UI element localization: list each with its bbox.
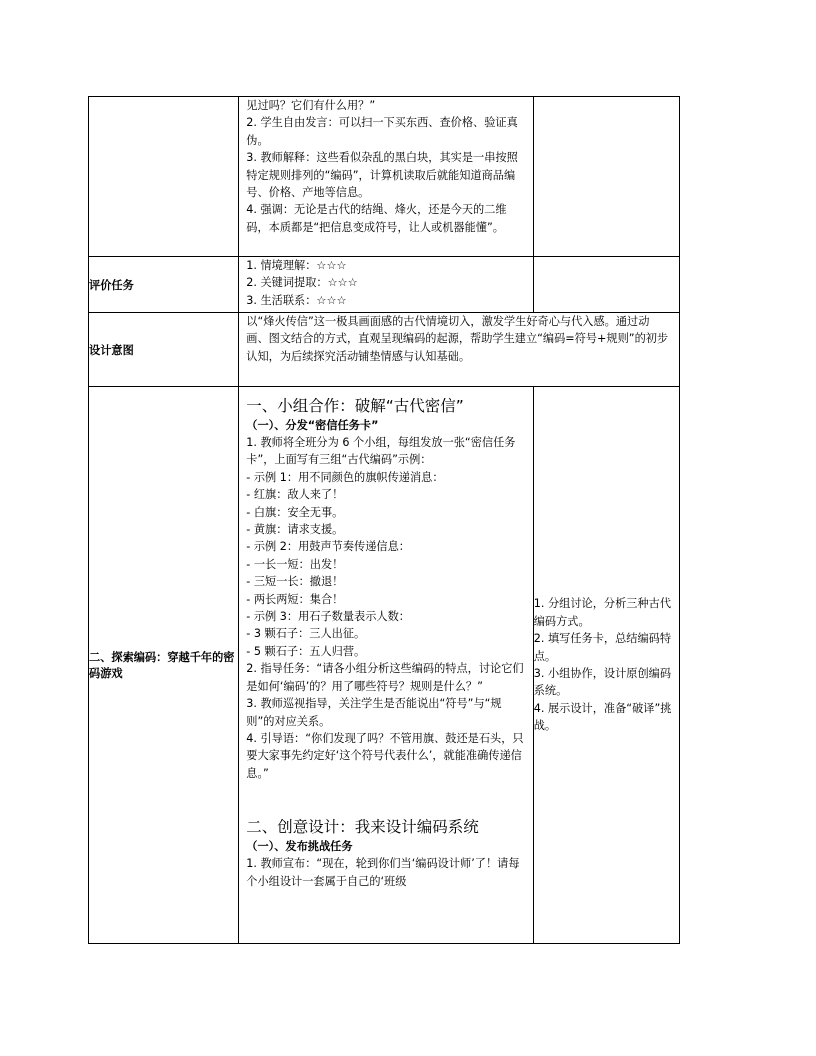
- intro-line-2: 2. 学生自由发言：可以扫一下买东西、查价格、验证真伪。: [246, 116, 518, 147]
- section1-title: 一、小组合作：破解“古代密信”: [246, 397, 464, 415]
- intro-line-1: 见过吗？它们有什么用？”: [246, 99, 376, 112]
- explore-line-11: - 3 颗石子：三人出征。: [246, 627, 366, 641]
- explore-line-14: 3. 教师巡视指导，关注学生是否能说出“符号”与“规则”的对应关系。: [246, 697, 502, 728]
- student-activity-1: 1. 分组讨论，分析三种古代编码方式。: [533, 597, 672, 628]
- table-row-intent: [89, 313, 680, 387]
- explore-line-15: 4. 引导语：“你们发现了吗？不管用旗、鼓还是石头，只要大家事先约定好‘这个符号代表什么’，就能准确传递信息。”: [246, 731, 524, 780]
- explore-content-cell: [239, 387, 533, 944]
- evaluation-label: 评价任务: [89, 257, 239, 313]
- intro-label-cell: [89, 97, 239, 257]
- explore-line-9: - 两长两短：集合！: [246, 592, 344, 606]
- intent-text: 以“烽火传信”这一极具画面感的古代情境切入，激发学生好奇心与代入感。通过动画、图文结合的方式，直观呈现编码的起源，帮助学生建立“编码=符号+规则”的初步认知，为后续探究活动铺垫情感与认知基础。: [246, 315, 669, 363]
- evaluation-activity-cell: [533, 257, 679, 313]
- intro-line-3: 3. 教师解释：这些看似杂乱的黑白块，其实是一串按照特定规则排列的“编码”，计算机读取后就能知道商品编号、价格、产地等信息。: [246, 151, 518, 200]
- explore-line-2: - 示例 1：用不同颜色的旗帜传递消息：: [246, 470, 444, 484]
- table-row-explore: [89, 387, 680, 944]
- student-activity-3: 3. 小组协作，设计原创编码系统。: [533, 667, 672, 698]
- lesson-plan-table: [88, 96, 680, 944]
- section1-subtitle: （一）、分发“密信任务卡”: [246, 419, 379, 432]
- intent-label: 设计意图: [89, 313, 239, 387]
- intro-line-4: 4. 强调：无论是古代的结绳、烽火，还是今天的二维码，本质都是“把信息变成符号，让人或机器能懂”。: [246, 203, 507, 234]
- evaluation-item-2: 2. 关键词提取：☆☆☆: [246, 276, 358, 290]
- intent-content-cell: [239, 313, 680, 387]
- section2-subtitle: （一）、发布挑战任务: [246, 840, 353, 854]
- explore-line-4: - 白旗：安全无事。: [246, 505, 344, 519]
- explore-line-12: - 5 颗石子：五人归营。: [246, 644, 366, 658]
- explore-line-5: - 黄旗：请求支援。: [246, 523, 344, 537]
- evaluation-content-cell: [239, 257, 533, 313]
- table-row-intro: [89, 97, 680, 257]
- table-row-evaluation: [89, 257, 680, 313]
- explore-label: 二、探索编码：穿越千年的密码游戏: [89, 387, 239, 944]
- student-activity-2: 2. 填写任务卡，总结编码特点。: [533, 632, 672, 663]
- explore-line-10: - 示例 3：用石子数量表示人数：: [246, 610, 410, 624]
- explore-line-1: 1. 教师将全班分为 6 个小组，每组发放一张“密信任务卡”，上面写有三组“古代编码”示例：: [246, 436, 516, 467]
- explore-line-8: - 三短一长：撤退！: [246, 575, 344, 589]
- intro-activity-cell: [533, 97, 679, 257]
- evaluation-item-3: 3. 生活联系：☆☆☆: [246, 293, 347, 307]
- explore-activity-cell: [533, 387, 679, 944]
- section2-line-1: 1. 教师宣布：“现在，轮到你们当‘编码设计师’了！请每个小组设计一套属于自己的‘班级: [246, 857, 520, 888]
- student-activity-4: 4. 展示设计，准备“破译”挑战。: [533, 701, 672, 733]
- explore-line-13: 2. 指导任务：“请各小组分析这些编码的特点，讨论它们是如何‘编码’的？用了哪些符号？规则是什么？”: [246, 662, 524, 693]
- intro-content-cell: [239, 97, 533, 257]
- explore-line-3: - 红旗：敌人来了！: [246, 488, 344, 502]
- evaluation-item-1: 1. 情境理解：☆☆☆: [246, 259, 347, 272]
- explore-line-6: - 示例 2：用鼓声节奏传递信息：: [246, 540, 410, 554]
- explore-line-7: - 一长一短：出发！: [246, 557, 344, 571]
- section2-title: 二、创意设计：我来设计编码系统: [246, 818, 479, 837]
